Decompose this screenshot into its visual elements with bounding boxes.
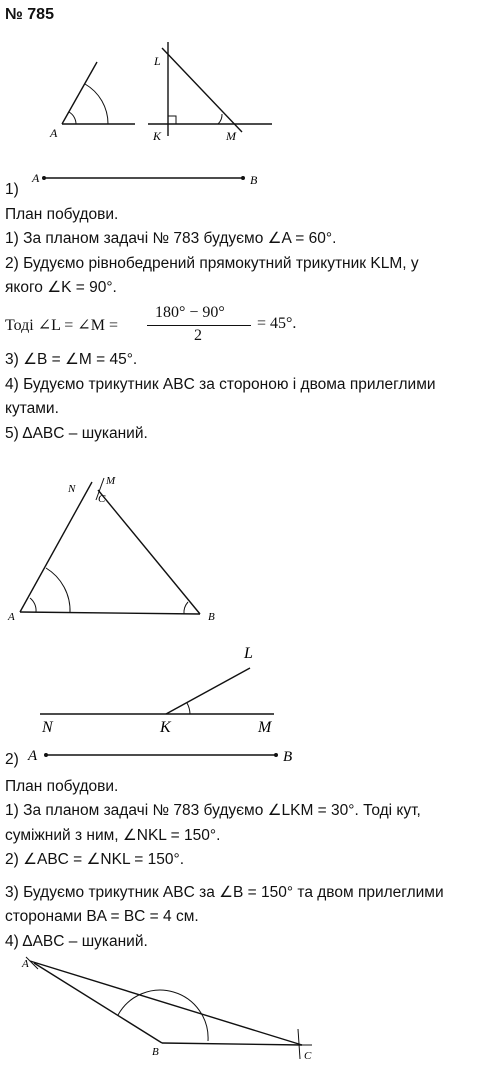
part2-triangle-figure	[0, 955, 500, 1067]
label-a: A	[50, 126, 58, 140]
part2-step-2: 2) ∠ABC = ∠NKL = 150°.	[5, 851, 185, 868]
triangle1-label-n: N	[68, 483, 76, 495]
part1-triangle-figure	[0, 470, 500, 630]
part1-step-5: 5) ΔABC – шуканий.	[5, 425, 148, 442]
triangle1-label-m: M	[106, 475, 116, 487]
triangle1-label-a: A	[8, 611, 15, 623]
label-k: K	[153, 129, 162, 143]
part2-segment	[0, 745, 500, 765]
label-m: M	[226, 129, 236, 143]
part2-step-1-line-1: 1) За планом задачі № 783 будуємо ∠LKM = 30°. Тоді кут,	[5, 802, 421, 819]
part1-step-4-line-1: 4) Будуємо трикутник ABC за стороною і двома прилеглими	[5, 376, 436, 393]
angle-label-m: M	[258, 719, 272, 736]
triangle2-label-c: C	[304, 1050, 312, 1062]
part2-step-4: 4) ΔABC – шуканий.	[5, 933, 148, 950]
segment-label-b: B	[250, 173, 258, 187]
angle-label-l: L	[244, 645, 253, 662]
segment-label-a: A	[32, 171, 40, 185]
angle-label-k: K	[160, 719, 171, 736]
part2-number: 2)	[5, 751, 19, 768]
angle-label-n: N	[42, 719, 53, 736]
segment2-label-a: A	[28, 748, 38, 764]
part1-step-4-line-2: кутами.	[5, 400, 59, 417]
part1-step-1: 1) За планом задачі № 783 будуємо ∠A = 60°.	[5, 230, 337, 247]
part2-step-1-line-2: суміжний з ним, ∠NKL = 150°.	[5, 827, 221, 844]
part1-step-2-line-1: 2) Будуємо рівнобедрений прямокутний трикутник KLM, у	[5, 255, 419, 272]
triangle1-label-c: C	[98, 493, 106, 505]
part2-step-3-line-1: 3) Будуємо трикутник ABC за ∠B = 150° та двом прилеглими	[5, 884, 444, 901]
part2-plan-title: План побудови.	[5, 778, 119, 795]
top-figure	[0, 0, 500, 150]
angle-formula	[5, 304, 495, 348]
formula-denominator: 2	[194, 327, 202, 344]
triangle2-label-b: B	[152, 1046, 159, 1058]
part1-step-2-line-2: якого ∠K = 90°.	[5, 279, 117, 296]
triangle2-label-a: A	[22, 958, 29, 970]
part2-angle-figure	[0, 640, 500, 740]
problem-number: № 785	[5, 6, 54, 23]
part1-plan-title: План побудови.	[5, 206, 119, 223]
formula-lead: Тоді ∠L = ∠M =	[5, 317, 118, 334]
formula-numerator: 180° − 90°	[155, 304, 225, 321]
part1-segment	[0, 170, 500, 190]
part1-step-3: 3) ∠B = ∠M = 45°.	[5, 351, 138, 368]
formula-tail: = 45°.	[257, 315, 297, 332]
segment2-label-b: B	[283, 749, 293, 765]
part1-number: 1)	[5, 181, 19, 198]
triangle1-label-b: B	[208, 611, 215, 623]
label-l: L	[154, 54, 161, 68]
fraction-bar	[147, 325, 251, 326]
part2-step-3-line-2: сторонами BA = BC = 4 см.	[5, 908, 199, 925]
